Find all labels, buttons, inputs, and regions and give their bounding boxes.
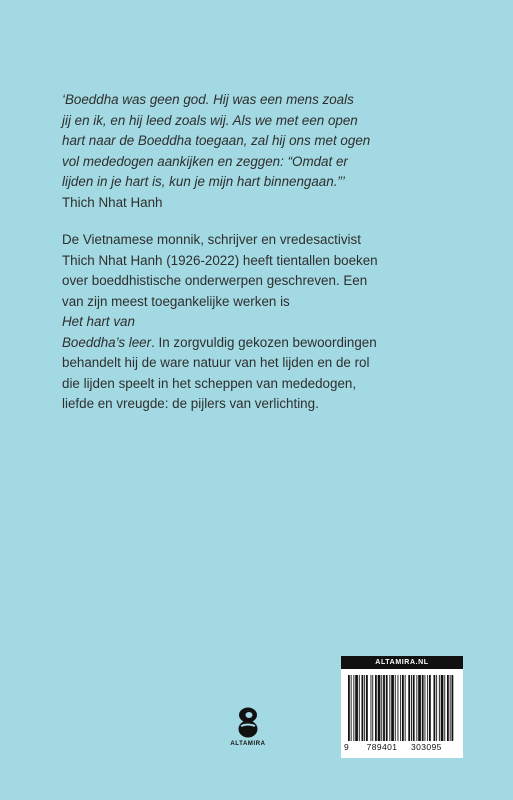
barcode-bar (450, 675, 451, 741)
barcode-bar (386, 675, 388, 741)
blurb-line (62, 333, 462, 354)
barcode-bar (383, 675, 385, 741)
barcode-bar (405, 675, 406, 741)
blurb-line: Thich Nhat Hanh (1926-2022) heeft tientallen boeken (62, 252, 378, 268)
isbn-group-1: 789401 (366, 742, 398, 752)
barcode-bar (411, 675, 412, 741)
isbn-group-2: 303095 (410, 742, 442, 752)
barcode-bar (348, 675, 350, 741)
barcode-bar (355, 675, 358, 741)
barcode-bar (391, 675, 394, 741)
barcode-bar (441, 675, 444, 741)
barcode-bar (398, 675, 399, 741)
barcode-bar (427, 675, 428, 741)
isbn-prefix: 9 (344, 742, 350, 752)
quote-line: jij en ik, en hij leed zoals wij. Als we met een open (62, 112, 358, 128)
barcode-bar (429, 675, 431, 741)
barcode-bar (362, 675, 364, 741)
isbn-digits (344, 742, 460, 752)
barcode-bar (413, 675, 415, 741)
blurb-line: die lijden speelt in het scheppen van mededogen, (62, 375, 357, 391)
barcode-bar (402, 675, 404, 741)
quote-line: ‘Boeddha was geen god. Hij was een mens zoals (62, 92, 354, 107)
barcode-bar (378, 675, 381, 741)
blurb-line: behandelt hij de ware natuur van het lijden en de rol (62, 355, 370, 370)
barcode-bar (439, 675, 440, 741)
barcode-bar (452, 675, 454, 741)
barcode-bar (422, 675, 424, 741)
barcode-bar (371, 675, 372, 741)
barcode-bar (372, 675, 373, 741)
barcode-bar (425, 675, 426, 741)
barcode-bar (375, 675, 377, 741)
blurb-fragment: . In zorgvuldig gekozen bewoordingen (151, 334, 377, 350)
barcode-bar (418, 675, 421, 741)
blurb-line: over boeddhistische onderwerpen geschreven. Een (62, 273, 368, 288)
barcode-bars (348, 675, 456, 741)
barcode-bar (436, 675, 437, 741)
barcode-bar (366, 675, 368, 741)
book-title-part: Boeddha’s leer (62, 334, 152, 350)
quote-line: hart naar de Boeddha toegaan, zal hij ons met ogen (62, 133, 371, 148)
barcode-bar (359, 675, 360, 741)
publisher-url: ALTAMIRA.NL (341, 656, 463, 669)
barcode-bar (408, 675, 410, 741)
quote-attribution: Thich Nhat Hanh (62, 194, 163, 210)
blurb-line: De Vietnamese monnik, schrijver en vredesactivist (62, 232, 361, 247)
publisher-name: ALTAMIRA (230, 741, 266, 747)
quote-line: lijden in je hart is, kun je mijn hart binnengaan.”’ (62, 174, 345, 189)
blurb-line: van zijn meest toegankelijke werken is (62, 293, 290, 309)
barcode-bar (381, 675, 382, 741)
barcode-bar (447, 675, 449, 741)
barcode (341, 656, 463, 758)
blurb-line (62, 312, 462, 333)
blurb-text (62, 230, 462, 415)
logo-mark-icon (237, 706, 259, 738)
quote-block (62, 90, 462, 213)
barcode-bar (434, 675, 436, 741)
barcode-bar (416, 675, 417, 741)
quote-line: vol mededogen aankijken en zeggen: “Omdat er (62, 153, 348, 169)
barcode-bar (351, 675, 352, 741)
barcode-bar (395, 675, 396, 741)
blurb-line: liefde en vreugde: de pijlers van verlichting. (62, 396, 319, 411)
book-title-part: Het hart van (62, 314, 135, 329)
barcode-bar (364, 675, 365, 741)
barcode-bar (353, 675, 354, 741)
barcode-bar (400, 675, 401, 741)
barcode-bar (444, 675, 445, 741)
barcode-bar (389, 675, 390, 741)
